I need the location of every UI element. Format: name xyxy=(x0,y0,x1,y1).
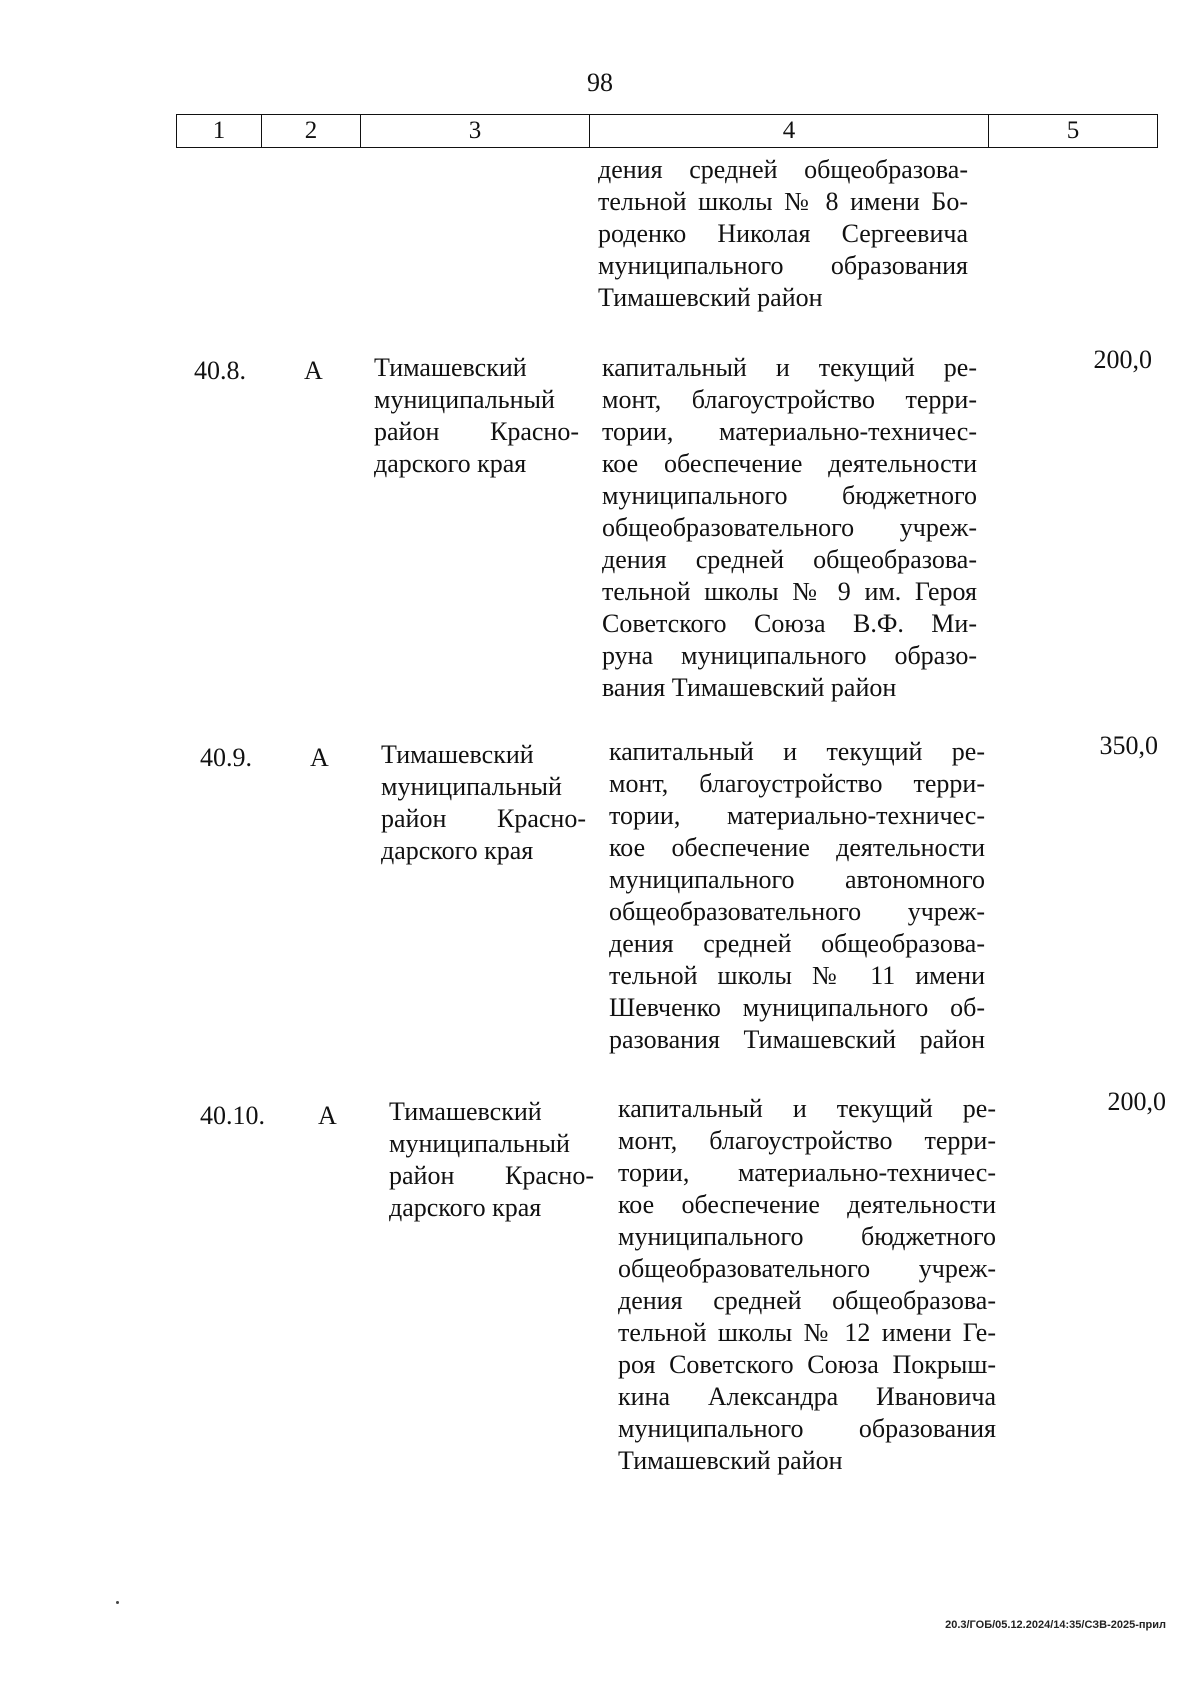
desc-line: Советского Союза В.Ф. Ми- xyxy=(602,609,977,638)
region-line: дарского края xyxy=(374,449,527,478)
region-line: Тимашевский xyxy=(381,740,534,769)
desc-line: муниципального образования xyxy=(618,1414,996,1443)
region-line: район Красно- xyxy=(374,417,579,446)
desc-line: общеобразовательного учреж- xyxy=(609,897,985,926)
region-line: дарского края xyxy=(381,836,534,865)
row-number: 40.9. xyxy=(200,743,252,772)
desc-line: муниципального автономного xyxy=(609,865,985,894)
row-amount: 200,0 xyxy=(1093,345,1152,374)
desc-line: Тимашевский район xyxy=(618,1446,843,1475)
desc-line: дения средней общеобразова- xyxy=(618,1286,996,1315)
desc-line: кина Александра Ивановича xyxy=(618,1382,996,1411)
region-line: дарского края xyxy=(389,1193,542,1222)
desc-line: монт, благоустройство терри- xyxy=(602,385,977,414)
row-letter: А xyxy=(304,356,323,385)
row-number: 40.8. xyxy=(194,356,246,385)
desc-line: капитальный и текущий ре- xyxy=(618,1094,996,1123)
desc-line: вания Тимашевский район xyxy=(602,673,897,702)
column-header-row xyxy=(177,115,1158,148)
desc-line: муниципального образования xyxy=(598,251,968,280)
row-amount: 200,0 xyxy=(1107,1087,1166,1116)
column-header-2: 2 xyxy=(262,115,361,148)
column-header-table xyxy=(176,114,1158,148)
desc-line: тельной школы № 8 имени Бо- xyxy=(598,187,968,216)
row-description xyxy=(609,736,985,1056)
desc-line: кое обеспечение деятельности xyxy=(602,449,977,478)
desc-line: тельной школы № 9 им. Героя xyxy=(602,577,977,606)
desc-line: дения средней общеобразова- xyxy=(598,155,968,184)
desc-line: дения средней общеобразова- xyxy=(602,545,977,574)
desc-line: тельной школы № 12 имени Ге- xyxy=(618,1318,996,1347)
page-number: 98 xyxy=(587,68,613,97)
region-line: район Красно- xyxy=(389,1161,594,1190)
column-header-5: 5 xyxy=(989,115,1158,148)
desc-line: кое обеспечение деятельности xyxy=(618,1190,996,1219)
row-number: 40.10. xyxy=(200,1101,265,1130)
region-line: муниципальный xyxy=(374,385,555,414)
row-description xyxy=(602,352,977,704)
desc-line: Тимашевский район xyxy=(598,283,823,312)
desc-line: дения средней общеобразова- xyxy=(609,929,985,958)
row-letter: А xyxy=(310,743,329,772)
region-line: район Красно- xyxy=(381,804,586,833)
desc-line: тории, материально-техничес- xyxy=(602,417,977,446)
row-amount: 350,0 xyxy=(1099,731,1158,760)
row-letter: А xyxy=(318,1101,337,1130)
desc-line: муниципального бюджетного xyxy=(602,481,977,510)
desc-line: монт, благоустройство терри- xyxy=(618,1126,996,1155)
region-line: Тимашевский xyxy=(374,353,527,382)
desc-line: руна муниципального образо- xyxy=(602,641,977,670)
desc-line: тории, материально-техничес- xyxy=(609,801,985,830)
desc-line: роя Советского Союза Покрыш- xyxy=(618,1350,996,1379)
desc-line: общеобразовательного учреж- xyxy=(602,513,977,542)
document-stamp: 20.3/ГОБ/05.12.2024/14:35/СЗВ-2025-прил xyxy=(945,1619,1166,1631)
desc-line: кое обеспечение деятельности xyxy=(609,833,985,862)
desc-line: тории, материально-техничес- xyxy=(618,1158,996,1187)
desc-line: монт, благоустройство терри- xyxy=(609,769,985,798)
desc-line: разования Тимашевский район xyxy=(609,1025,985,1054)
column-header-3: 3 xyxy=(361,115,590,148)
desc-line: тельной школы № 11 имени xyxy=(609,961,985,990)
region-line: муниципальный xyxy=(381,772,562,801)
row-region xyxy=(374,352,579,480)
desc-line: капитальный и текущий ре- xyxy=(609,737,985,766)
region-line: муниципальный xyxy=(389,1129,570,1158)
region-line: Тимашевский xyxy=(389,1097,542,1126)
desc-line: роденко Николая Сергеевича xyxy=(598,219,968,248)
row-region xyxy=(381,739,586,867)
desc-line: общеобразовательного учреж- xyxy=(618,1254,996,1283)
column-header-1: 1 xyxy=(177,115,262,148)
continuation-description xyxy=(598,154,968,314)
desc-line: капитальный и текущий ре- xyxy=(602,353,977,382)
column-header-4: 4 xyxy=(590,115,989,148)
row-description xyxy=(618,1093,996,1477)
row-region xyxy=(389,1096,594,1224)
desc-line: муниципального бюджетного xyxy=(618,1222,996,1251)
desc-line: Шевченко муниципального об- xyxy=(609,993,985,1022)
scan-dot xyxy=(116,1601,119,1604)
